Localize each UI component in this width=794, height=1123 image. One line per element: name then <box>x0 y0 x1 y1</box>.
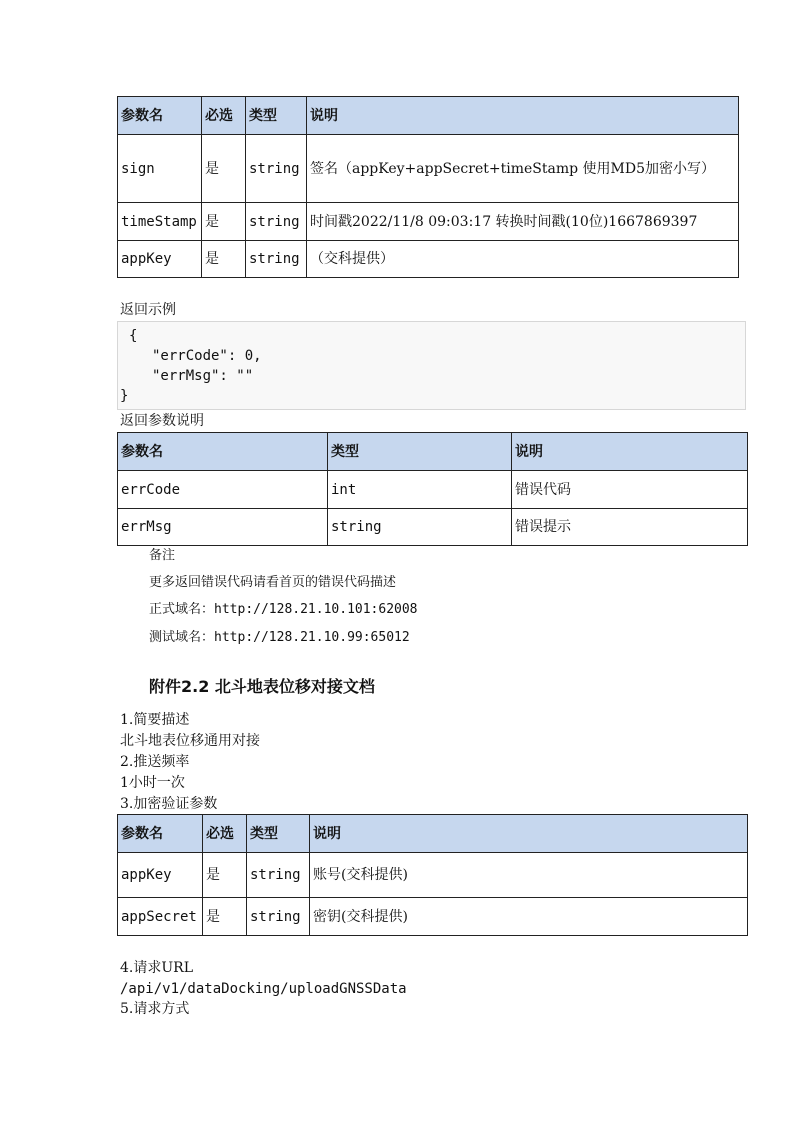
section-5-title: 5.请求方式 <box>120 1001 190 1017</box>
test-domain-label: 测试域名： <box>149 630 215 645</box>
type-cell: string <box>247 898 310 936</box>
desc-cell: 密钥(交科提供) <box>310 898 748 936</box>
request-params-table <box>117 96 739 278</box>
code-block <box>117 321 746 410</box>
test-domain <box>149 629 410 647</box>
type-cell: string <box>246 241 307 278</box>
return-example-label: 返回示例 <box>120 302 176 318</box>
table-row <box>118 203 739 241</box>
param-name-cell: sign <box>118 135 202 203</box>
prod-domain-url: http://128.21.10.101:62008 <box>214 602 418 617</box>
header-param-name: 参数名 <box>118 815 203 853</box>
table-header-row <box>118 433 748 471</box>
header-param-name: 参数名 <box>118 433 328 471</box>
table-row <box>118 471 748 509</box>
prod-domain-label: 正式域名： <box>149 602 215 617</box>
section-3-title: 3.加密验证参数 <box>120 796 218 812</box>
desc-cell: 时间戳2022/11/8 09:03:17 转换时间戳(10位)1667869397 <box>307 203 739 241</box>
type-cell: string <box>246 135 307 203</box>
param-name-cell: errCode <box>118 471 328 509</box>
type-cell: int <box>328 471 512 509</box>
type-cell: string <box>247 853 310 898</box>
desc-cell: 账号(交科提供) <box>310 853 748 898</box>
encryption-params-table <box>117 814 748 936</box>
param-name-cell: appSecret <box>118 898 203 936</box>
header-type: 类型 <box>328 433 512 471</box>
param-name-cell: appKey <box>118 241 202 278</box>
header-required: 必选 <box>202 97 246 135</box>
required-cell: 是 <box>202 203 246 241</box>
prod-domain <box>149 601 418 619</box>
section-2-title: 2.推送频率 <box>120 754 190 770</box>
return-params-label: 返回参数说明 <box>120 413 204 429</box>
param-name-cell: appKey <box>118 853 203 898</box>
desc-cell: 签名（appKey+appSecret+timeStamp 使用MD5加密小写） <box>307 135 739 203</box>
desc-cell: 错误提示 <box>512 509 748 546</box>
desc-cell: 错误代码 <box>512 471 748 509</box>
section-4-title: 4.请求URL <box>120 960 193 976</box>
section-1-body: 北斗地表位移通用对接 <box>120 733 260 749</box>
code-line: "errMsg": "" <box>152 368 254 384</box>
type-cell: string <box>328 509 512 546</box>
table-row <box>118 853 748 898</box>
required-cell: 是 <box>202 241 246 278</box>
table-row <box>118 135 739 203</box>
desc-cell: （交科提供） <box>307 241 739 278</box>
required-cell: 是 <box>203 898 247 936</box>
type-cell: string <box>246 203 307 241</box>
param-name-cell: timeStamp <box>118 203 202 241</box>
table-header-row <box>118 815 748 853</box>
test-domain-url: http://128.21.10.99:65012 <box>214 630 410 645</box>
request-url: /api/v1/dataDocking/uploadGNSSData <box>120 981 407 997</box>
notes-title: 备注 <box>149 548 176 563</box>
code-line: } <box>120 388 129 404</box>
header-required: 必选 <box>203 815 247 853</box>
param-name-cell: errMsg <box>118 509 328 546</box>
table-header-row <box>118 97 739 135</box>
header-type: 类型 <box>246 97 307 135</box>
header-desc: 说明 <box>310 815 748 853</box>
table-row <box>118 241 739 278</box>
header-param-name: 参数名 <box>118 97 202 135</box>
required-cell: 是 <box>203 853 247 898</box>
table-row <box>118 898 748 936</box>
header-desc: 说明 <box>307 97 739 135</box>
section-2-body: 1小时一次 <box>120 775 185 791</box>
table-row <box>118 509 748 546</box>
required-cell: 是 <box>202 135 246 203</box>
code-line: { <box>129 328 138 344</box>
header-type: 类型 <box>247 815 310 853</box>
header-desc: 说明 <box>512 433 748 471</box>
notes-more: 更多返回错误代码请看首页的错误代码描述 <box>149 575 397 590</box>
return-params-table <box>117 432 748 546</box>
section-1-title: 1.简要描述 <box>120 712 190 728</box>
code-line: "errCode": 0, <box>152 348 262 364</box>
section-heading: 附件2.2 北斗地表位移对接文档 <box>149 677 375 696</box>
